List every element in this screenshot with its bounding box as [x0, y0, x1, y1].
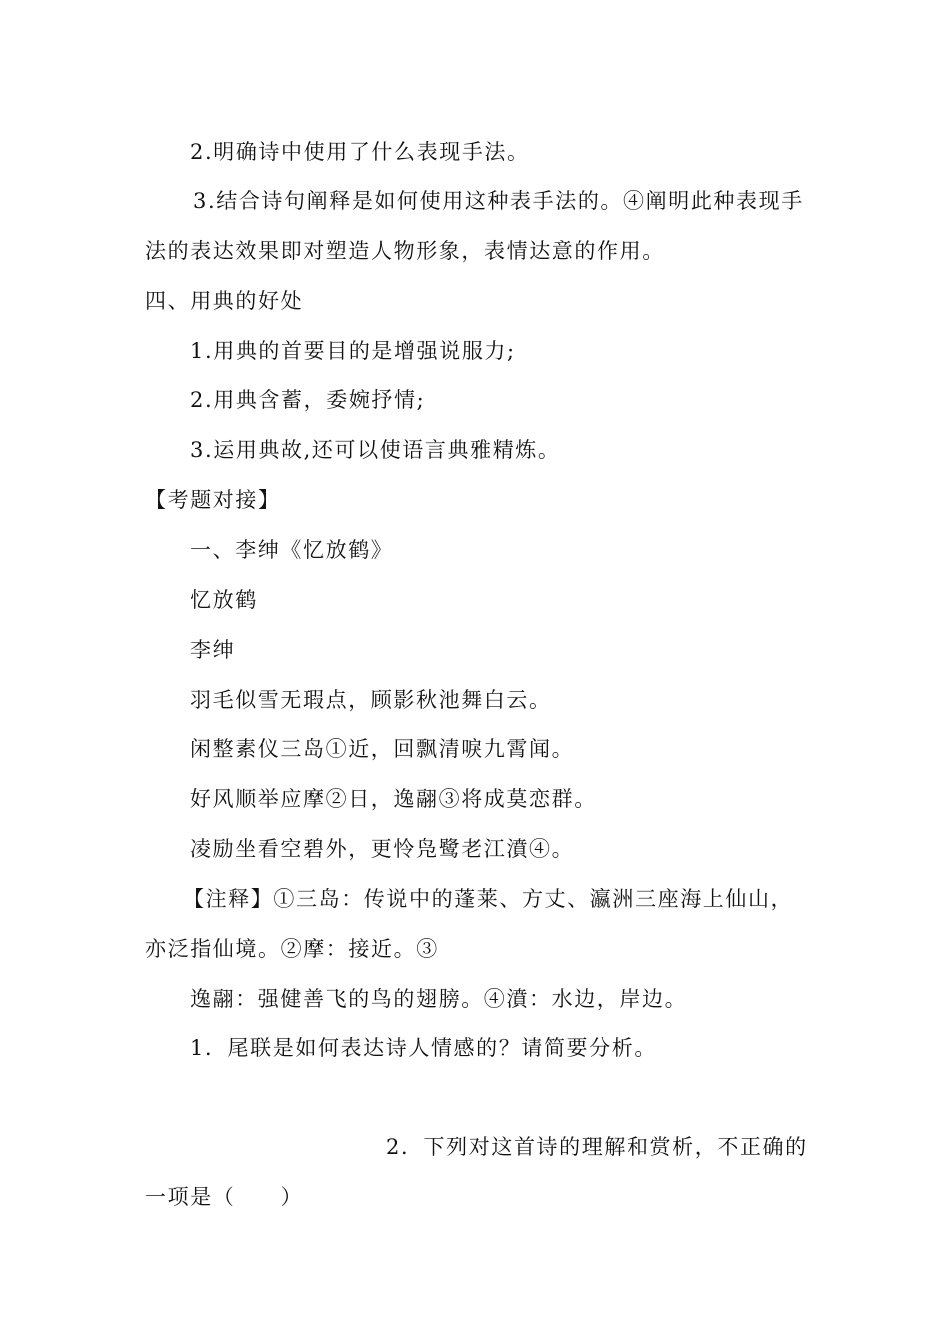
list-item: 2.用典含蓄，委婉抒情;: [190, 388, 426, 412]
poem-line: 凌励坐看空碧外，更怜凫鹭老江濆④。: [190, 837, 575, 861]
section-heading: 四、用典的好处: [145, 289, 304, 313]
poem-line: 好风顺举应摩②日，逸翮③将成莫恋群。: [190, 787, 597, 811]
list-item: 1.用典的首要目的是增强说服力;: [190, 339, 516, 363]
text-line: 2.明确诗中使用了什么表现手法。: [190, 140, 530, 164]
poem-author: 李绅: [190, 638, 236, 662]
text-line: 法的表达效果即对塑造人物形象，表情达意的作用。: [145, 239, 665, 263]
section-heading: 【考题对接】: [145, 488, 281, 512]
poem-heading: 一、李绅《忆放鹤》: [190, 538, 394, 562]
annotation: 【注释】①三岛：传说中的蓬莱、方丈、瀛洲三座海上仙山，: [183, 887, 794, 911]
text-line: 3.结合诗句阐释是如何使用这种表手法的。④阐明此种表现手: [193, 189, 804, 213]
annotation: 逸翮：强健善飞的鸟的翅膀。④濆：水边，岸边。: [190, 987, 688, 1011]
list-item: 3.运用典故,还可以使语言典雅精炼。: [190, 438, 561, 462]
question: 一项是（ ）: [145, 1185, 304, 1209]
question: 2．下列对这首诗的理解和赏析，不正确的: [386, 1135, 808, 1159]
poem-line: 闲整素仪三岛①近，回飘清唳九霄闻。: [190, 737, 575, 761]
poem-title: 忆放鹤: [190, 588, 258, 612]
annotation: 亦泛指仙境。②摩：接近。③: [145, 937, 439, 961]
poem-line: 羽毛似雪无瑕点，顾影秋池舞白云。: [190, 688, 552, 712]
question: 1．尾联是如何表达诗人情感的？请简要分析。: [190, 1036, 657, 1060]
